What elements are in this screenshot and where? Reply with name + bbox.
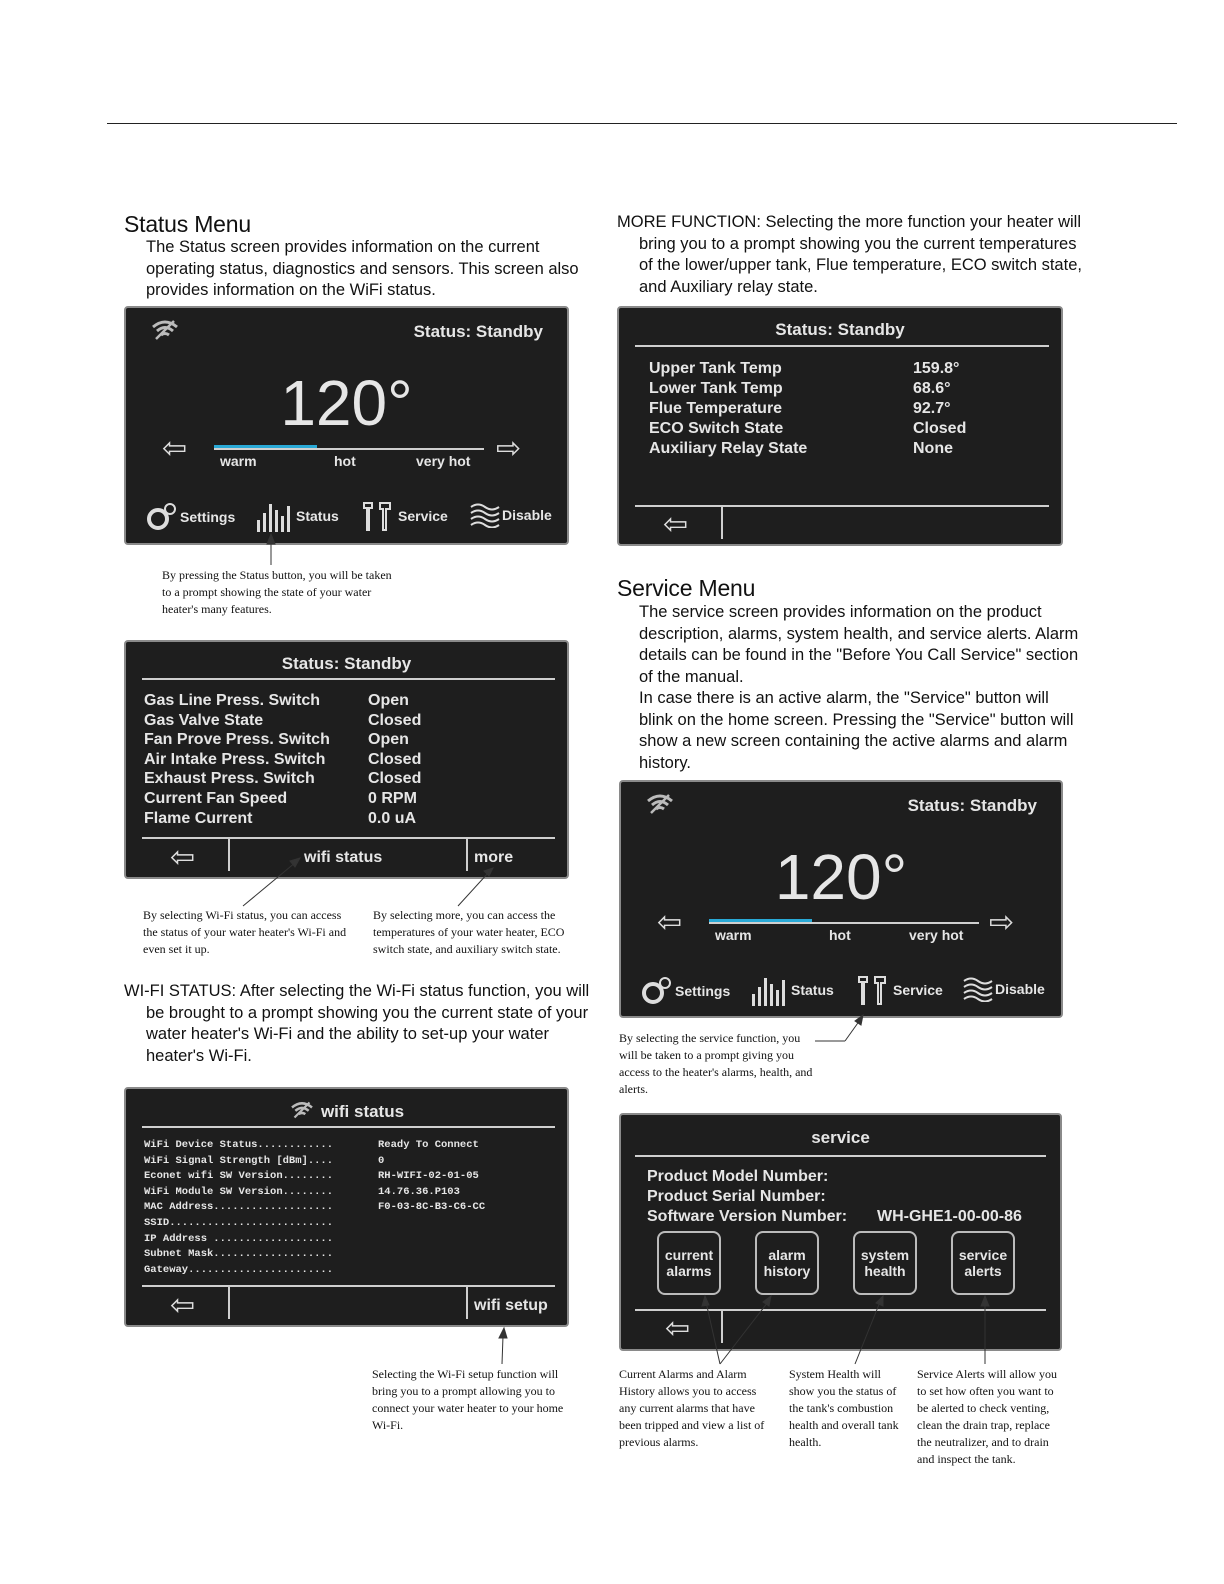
service-menu-text [617, 602, 1087, 774]
service-button[interactable] [855, 974, 943, 1006]
right-arrow-icon[interactable]: ⇨ [496, 432, 522, 465]
more-function-paragraph [617, 212, 1087, 298]
alarm-history-line-1: alarm [768, 1247, 806, 1263]
footer-divider [635, 505, 1049, 507]
home-status-text: Status: Standby [907, 796, 1037, 815]
slider-fill [214, 445, 317, 448]
wifi-screen-title-text: wifi status [320, 1102, 405, 1121]
more-row-value: 92.7° [913, 400, 951, 417]
waves-icon [963, 976, 993, 1002]
wifi-row-label: SSID.......................... [144, 1217, 334, 1229]
settings-label: Settings [675, 983, 731, 999]
slider-fill [709, 919, 812, 922]
status-row-label: Current Fan Speed [144, 790, 288, 807]
product-serial-label: Product Serial Number: [647, 1188, 826, 1205]
tools-icon [360, 500, 396, 532]
more-screen-title: Status: Standby [775, 320, 905, 339]
footer-separator [721, 507, 723, 539]
more-row-value: None [913, 440, 953, 457]
disable-label: Disable [995, 981, 1045, 997]
wifi-status-screen [124, 1087, 569, 1327]
software-version-label: Software Version Number: [647, 1208, 848, 1225]
header-rule [107, 123, 1177, 124]
service-alerts-line-1: service [958, 1247, 1008, 1263]
status-button[interactable] [751, 974, 834, 1006]
wifi-row-value: 0 [378, 1154, 385, 1167]
service-menu-text-2: In case there is an active alarm, the "Service" button will blink on the home screen. Pressing the "Service" button will show a new screen containing the active alarms and alarm history. [639, 689, 1074, 772]
wifi-status-callout: By selecting Wi-Fi status, you can access the status of your water heater's Wi-Fi and even set it up. [143, 908, 347, 956]
temperature-display: 120° [774, 841, 908, 913]
status-row-value: Closed [368, 770, 422, 788]
status-menu-heading: Status Menu [124, 211, 251, 237]
current-alarms-button[interactable] [657, 1231, 721, 1295]
status-row-value: Closed [368, 750, 422, 768]
footer-divider [142, 1285, 555, 1287]
alarms-callout: Current Alarms and Alarm History allows you to access any current alarms that have been tripped and view a list of previous alarms. [619, 1367, 765, 1449]
left-arrow-icon[interactable]: ⇦ [162, 432, 188, 465]
status-row-label: Fan Prove Press. Switch [144, 731, 330, 749]
wifi-setup-button[interactable]: wifi setup [474, 1297, 548, 1314]
back-arrow-icon[interactable]: ⇦ [170, 1289, 196, 1322]
status-row-label: Exhaust Press. Switch [144, 770, 315, 788]
status-row-value: Closed [368, 711, 422, 729]
service-menu-heading: Service Menu [617, 575, 756, 601]
slider-label-very-hot: very hot [909, 927, 964, 943]
status-row-label: Flame Current [144, 809, 253, 827]
disable-label: Disable [502, 507, 552, 523]
footer-separator [721, 1311, 723, 1343]
back-arrow-icon[interactable]: ⇦ [663, 508, 689, 541]
wifi-row-label: IP Address ................... [144, 1232, 334, 1245]
service-alerts-button[interactable] [951, 1231, 1015, 1295]
software-version-value: WH-GHE1-00-00-86 [877, 1208, 1022, 1225]
more-row-value: 68.6° [913, 380, 951, 397]
status-label: Status [791, 982, 834, 998]
service-button[interactable] [360, 500, 448, 532]
wifi-row-value: RH-WIFI-02-01-05 [378, 1170, 479, 1183]
status-label: Status [296, 508, 339, 524]
more-row-label: Flue Temperature [649, 400, 783, 417]
current-alarms-line-1: current [664, 1247, 714, 1263]
wifi-status-heading: WI-FI STATUS: [124, 982, 237, 1000]
wifi-row-value: F0-03-8C-B3-C6-CC [378, 1201, 486, 1214]
system-health-line-2: health [864, 1263, 906, 1279]
product-model-label: Product Model Number: [647, 1168, 829, 1185]
more-row-label: Upper Tank Temp [649, 360, 782, 377]
wifi-row-label: Econet wifi SW Version........ [144, 1170, 334, 1183]
service-screen [619, 1113, 1062, 1351]
service-screen-title: service [811, 1128, 870, 1147]
wifi-row-value: 14.76.36.P103 [378, 1185, 460, 1198]
footer-divider [635, 1309, 1046, 1311]
title-divider [635, 345, 1049, 347]
wifi-row-label: WiFi Signal Strength [dBm].... [144, 1154, 334, 1167]
footer-separator [466, 1287, 468, 1319]
wifi-row-label: Gateway....................... [144, 1263, 334, 1276]
footer-separator [228, 839, 230, 871]
status-row-value: 0.0 uA [368, 809, 417, 827]
service-alerts-line-2: alerts [964, 1263, 1002, 1279]
gear-icon [146, 502, 178, 532]
temperature-slider[interactable] [214, 448, 484, 450]
wifi-row-value: Ready To Connect [378, 1139, 479, 1151]
wifi-row-label: Subnet Mask................... [144, 1248, 334, 1261]
settings-label: Settings [180, 509, 236, 525]
back-arrow-icon[interactable]: ⇦ [665, 1312, 691, 1345]
more-row-label: Lower Tank Temp [649, 380, 783, 397]
footer-divider [142, 837, 555, 839]
status-row-label: Gas Line Press. Switch [144, 692, 321, 709]
wifi-status-paragraph [124, 981, 594, 1067]
status-row-value: Open [368, 692, 409, 709]
wifi-screen-title [126, 1100, 567, 1125]
service-alerts-callout: Service Alerts will allow you to set how often you want to be alerted to check venting, clean the drain trap, replace the neutralizer, and to drain and inspect the tank. [917, 1367, 1057, 1466]
right-arrow-icon[interactable]: ⇨ [989, 906, 1015, 939]
footer-separator [228, 1287, 230, 1319]
home-screen [124, 306, 569, 545]
temperature-slider[interactable] [709, 922, 979, 924]
system-health-line-1: system [860, 1247, 910, 1263]
slider-label-hot: hot [829, 927, 851, 943]
footer-separator [466, 839, 468, 871]
wifi-off-icon [289, 1100, 315, 1125]
service-function-callout: By selecting the service function, you will be taken to a prompt giving you access to the heater's alarms, health, and alerts. [619, 1031, 813, 1096]
disable-button[interactable] [470, 502, 552, 528]
more-function-heading: MORE FUNCTION: [617, 213, 761, 231]
back-arrow-icon[interactable]: ⇦ [170, 841, 196, 874]
status-row-label: Gas Valve State [144, 711, 264, 729]
service-menu-text-1: The service screen provides information on the product description, alarms, system health, and service alerts. Alarm details can be found in the "Before You Call Service" section of the manual. [639, 603, 1079, 686]
left-arrow-icon[interactable]: ⇦ [657, 906, 683, 939]
more-row-label: Auxiliary Relay State [649, 440, 808, 457]
slider-label-very-hot: very hot [416, 453, 471, 469]
bar-chart-icon [751, 974, 789, 1006]
service-label: Service [893, 982, 943, 998]
status-detail-screen [124, 640, 569, 879]
more-screen [617, 306, 1063, 546]
wifi-row-label: WiFi Device Status............ [144, 1139, 334, 1151]
wifi-off-icon [645, 792, 675, 821]
home-screen [619, 780, 1063, 1018]
status-button[interactable] [256, 500, 339, 532]
service-label: Service [398, 508, 448, 524]
disable-button[interactable] [963, 976, 1045, 1002]
temperature-display: 120° [280, 367, 413, 439]
wifi-status-text: After selecting the Wi-Fi status function, you will be brought to a prompt showing you the current state of your water heater's Wi-Fi and the ability to set-up your water heater's Wi-Fi. [146, 982, 590, 1065]
system-health-button[interactable] [853, 1231, 917, 1295]
status-menu-intro: The Status screen provides information on the current operating status, diagnostics and sensors. This screen also provides information on the WiFi status. [146, 238, 579, 299]
current-alarms-line-2: alarms [666, 1263, 712, 1279]
more-callout: By selecting more, you can access the temperatures of your water heater, ECO switch state, and auxiliary switch state. [373, 908, 565, 956]
status-row-value: Open [368, 731, 409, 749]
wifi-row-label: MAC Address................... [144, 1201, 334, 1214]
title-divider [142, 678, 555, 680]
title-divider [635, 1155, 1046, 1157]
wifi-setup-callout: Selecting the Wi-Fi setup function will bring you to a prompt allowing you to connect your water heater to your home Wi-Fi. [372, 1367, 564, 1432]
tools-icon [855, 974, 891, 1006]
alarm-history-line-2: history [763, 1263, 811, 1279]
system-health-callout: System Health will show you the status of the tank's combustion health and overall tank health. [789, 1367, 899, 1449]
settings-button[interactable] [641, 976, 730, 1006]
status-row-value: 0 RPM [368, 790, 417, 807]
status-button-callout: By pressing the Status button, you will be taken to a prompt showing the state of your water heater's many features. [162, 568, 392, 616]
slider-label-warm: warm [220, 453, 257, 469]
slider-label-warm: warm [715, 927, 752, 943]
more-function-text: Selecting the more function your heater will bring you to a prompt showing you the current temperatures of the lower/upper tank, Flue temperature, ECO switch state, and Auxiliary relay state. [639, 213, 1082, 296]
more-row-value: 159.8° [913, 360, 960, 377]
wifi-row-label: WiFi Module SW Version........ [144, 1185, 334, 1198]
gear-icon [641, 976, 673, 1006]
wifi-status-button[interactable]: wifi status [304, 849, 383, 866]
bar-chart-icon [256, 500, 294, 532]
more-row-value: Closed [913, 420, 967, 437]
waves-icon [470, 502, 500, 528]
slider-label-hot: hot [334, 453, 356, 469]
wifi-off-icon [150, 318, 180, 347]
home-status-text: Status: Standby [413, 322, 543, 341]
title-divider [142, 1126, 555, 1128]
status-row-label: Air Intake Press. Switch [144, 750, 326, 768]
status-detail-title: Status: Standby [281, 654, 412, 673]
more-row-label: ECO Switch State [649, 420, 784, 437]
settings-button[interactable] [146, 502, 235, 532]
alarm-history-button[interactable] [755, 1231, 819, 1295]
more-button[interactable]: more [474, 849, 514, 866]
